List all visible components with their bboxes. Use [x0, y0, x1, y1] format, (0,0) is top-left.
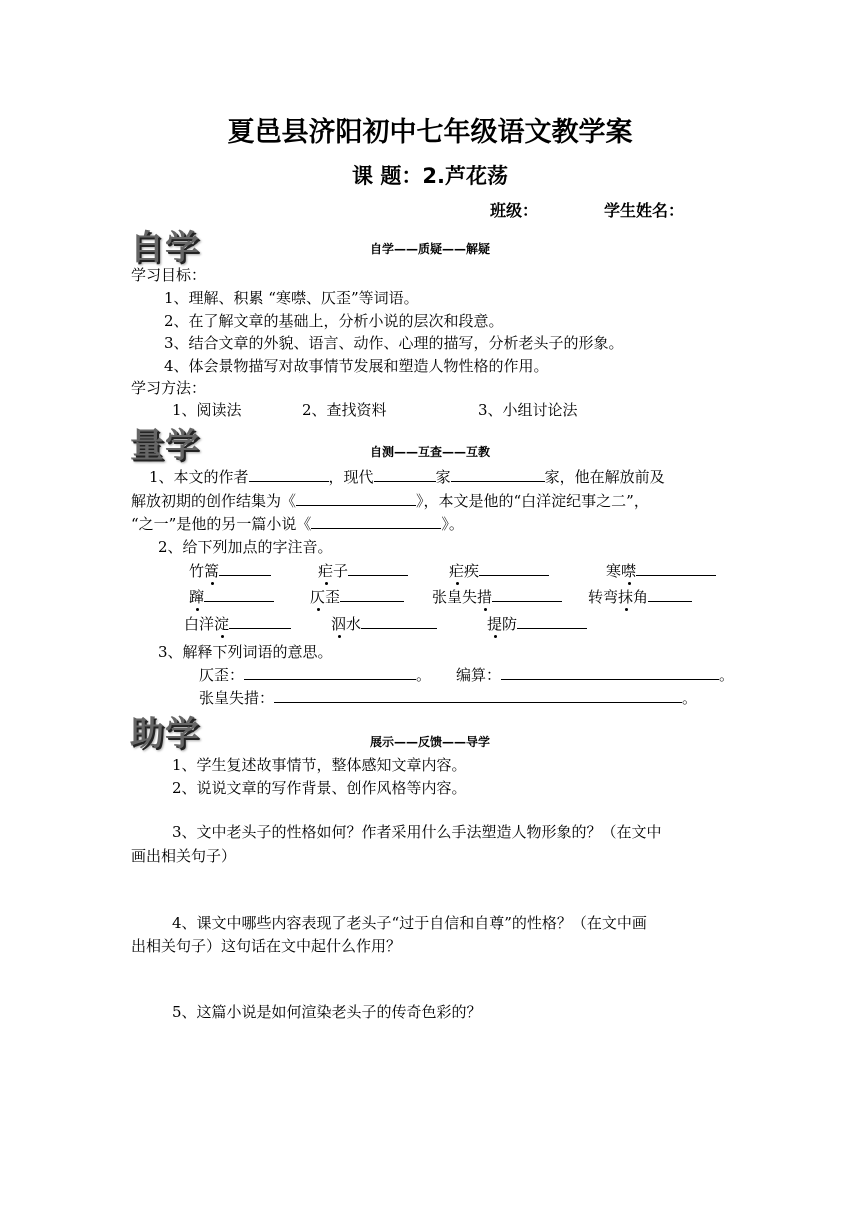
zixue-heading: 自学——质疑——解疑 — [369, 242, 490, 256]
methods-label: 学习方法： — [131, 379, 207, 397]
collection-blank[interactable] — [296, 491, 416, 506]
goal-item: 2、在了解文章的基础上，分析小说的层次和段意。 — [164, 312, 504, 330]
q1-line1: 1、本文的作者 ，现代 家 家，他在解放前及 — [149, 468, 665, 486]
q1-line2: 解放初期的创作结集为《 》，本文是他的“白洋淀纪事之二”， — [131, 492, 649, 510]
meaning-blank[interactable] — [501, 665, 719, 680]
pinyin-item: 疟子 — [318, 560, 408, 581]
goal-item: 4、体会景物描写对故事情节发展和塑造人物性格的作用。 — [164, 357, 549, 375]
method-item: 3、小组讨论法 — [478, 401, 578, 419]
liangxue-heading: 自测——互查——互教 — [369, 445, 490, 459]
q3-line2: 张皇失措： 。 — [199, 689, 698, 707]
pinyin-item: 白洋淀 — [184, 613, 291, 634]
pinyin-blank[interactable] — [219, 561, 271, 576]
pinyin-item: 张皇失措 — [432, 586, 562, 607]
zhuxue-item: 2、说说文章的写作背景、创作风格等内容。 — [172, 779, 467, 797]
question-5: 5、这篇小说是如何渲染老头子的传奇色彩的？ — [172, 1003, 482, 1021]
method-item: 2、查找资料 — [302, 401, 387, 419]
question-3-cont: 画出相关句子） — [131, 847, 237, 865]
goals-label: 学习目标： — [131, 266, 207, 284]
author-blank[interactable] — [249, 467, 329, 482]
pinyin-blank[interactable] — [348, 561, 408, 576]
goal-item: 1、理解、积累 “寒噤、仄歪”等词语。 — [164, 289, 419, 307]
pinyin-blank[interactable] — [229, 614, 291, 629]
pinyin-blank[interactable] — [204, 587, 274, 602]
zhuxue-heading: 展示——反馈——导学 — [369, 735, 490, 749]
q3-line1b: 编算： 。 — [456, 666, 735, 684]
pinyin-item: 泅水 — [331, 613, 437, 634]
student-name-label: 学生姓名： — [604, 201, 685, 220]
zhuxue-logo: 助学 — [130, 714, 200, 754]
liangxue-logo: 量学 — [130, 426, 200, 466]
genre-blank[interactable] — [451, 467, 545, 482]
pinyin-blank[interactable] — [517, 614, 587, 629]
pinyin-blank[interactable] — [479, 561, 549, 576]
pinyin-item: 竹篙 — [189, 560, 271, 581]
q2-label: 2、给下列加点的字注音。 — [158, 538, 333, 556]
zixue-logo: 自学 — [130, 228, 200, 268]
goal-item: 3、结合文章的外貌、语言、动作、心理的描写，分析老头子的形象。 — [164, 334, 624, 352]
pinyin-blank[interactable] — [492, 587, 562, 602]
pinyin-blank[interactable] — [340, 587, 404, 602]
meaning-blank[interactable] — [274, 688, 682, 703]
meaning-blank[interactable] — [244, 665, 416, 680]
question-3: 3、文中老头子的性格如何？作者采用什么手法塑造人物形象的？（在文中 — [172, 823, 662, 841]
q3-line1: 仄歪： 。 — [199, 666, 432, 684]
pinyin-item: 疟疾 — [449, 560, 549, 581]
pinyin-item: 蹿 — [189, 586, 274, 607]
class-label: 班级： — [490, 201, 539, 220]
zhuxue-item: 1、学生复述故事情节，整体感知文章内容。 — [172, 756, 467, 774]
pinyin-blank[interactable] — [361, 614, 437, 629]
field-blank[interactable] — [374, 467, 436, 482]
lesson-title: 课 题：2.芦花荡 — [352, 164, 508, 188]
question-4: 4、课文中哪些内容表现了老头子“过于自信和自尊”的性格？（在文中画 — [172, 914, 647, 932]
method-item: 1、阅读法 — [172, 401, 242, 419]
q1-line3: “之一”是他的另一篇小说《 》。 — [131, 515, 464, 533]
pinyin-blank[interactable] — [648, 587, 692, 602]
novel-blank[interactable] — [311, 514, 441, 529]
pinyin-item: 仄歪 — [310, 586, 404, 607]
pinyin-item: 提防 — [487, 613, 587, 634]
pinyin-item: 转弯抹角 — [588, 586, 692, 607]
pinyin-blank[interactable] — [636, 561, 716, 576]
page-title: 夏邑县济阳初中七年级语文教学案 — [227, 117, 633, 148]
pinyin-item: 寒噤 — [606, 560, 716, 581]
question-4-cont: 出相关句子）这句话在文中起什么作用？ — [131, 937, 402, 955]
q3-label: 3、解释下列词语的意思。 — [158, 643, 333, 661]
